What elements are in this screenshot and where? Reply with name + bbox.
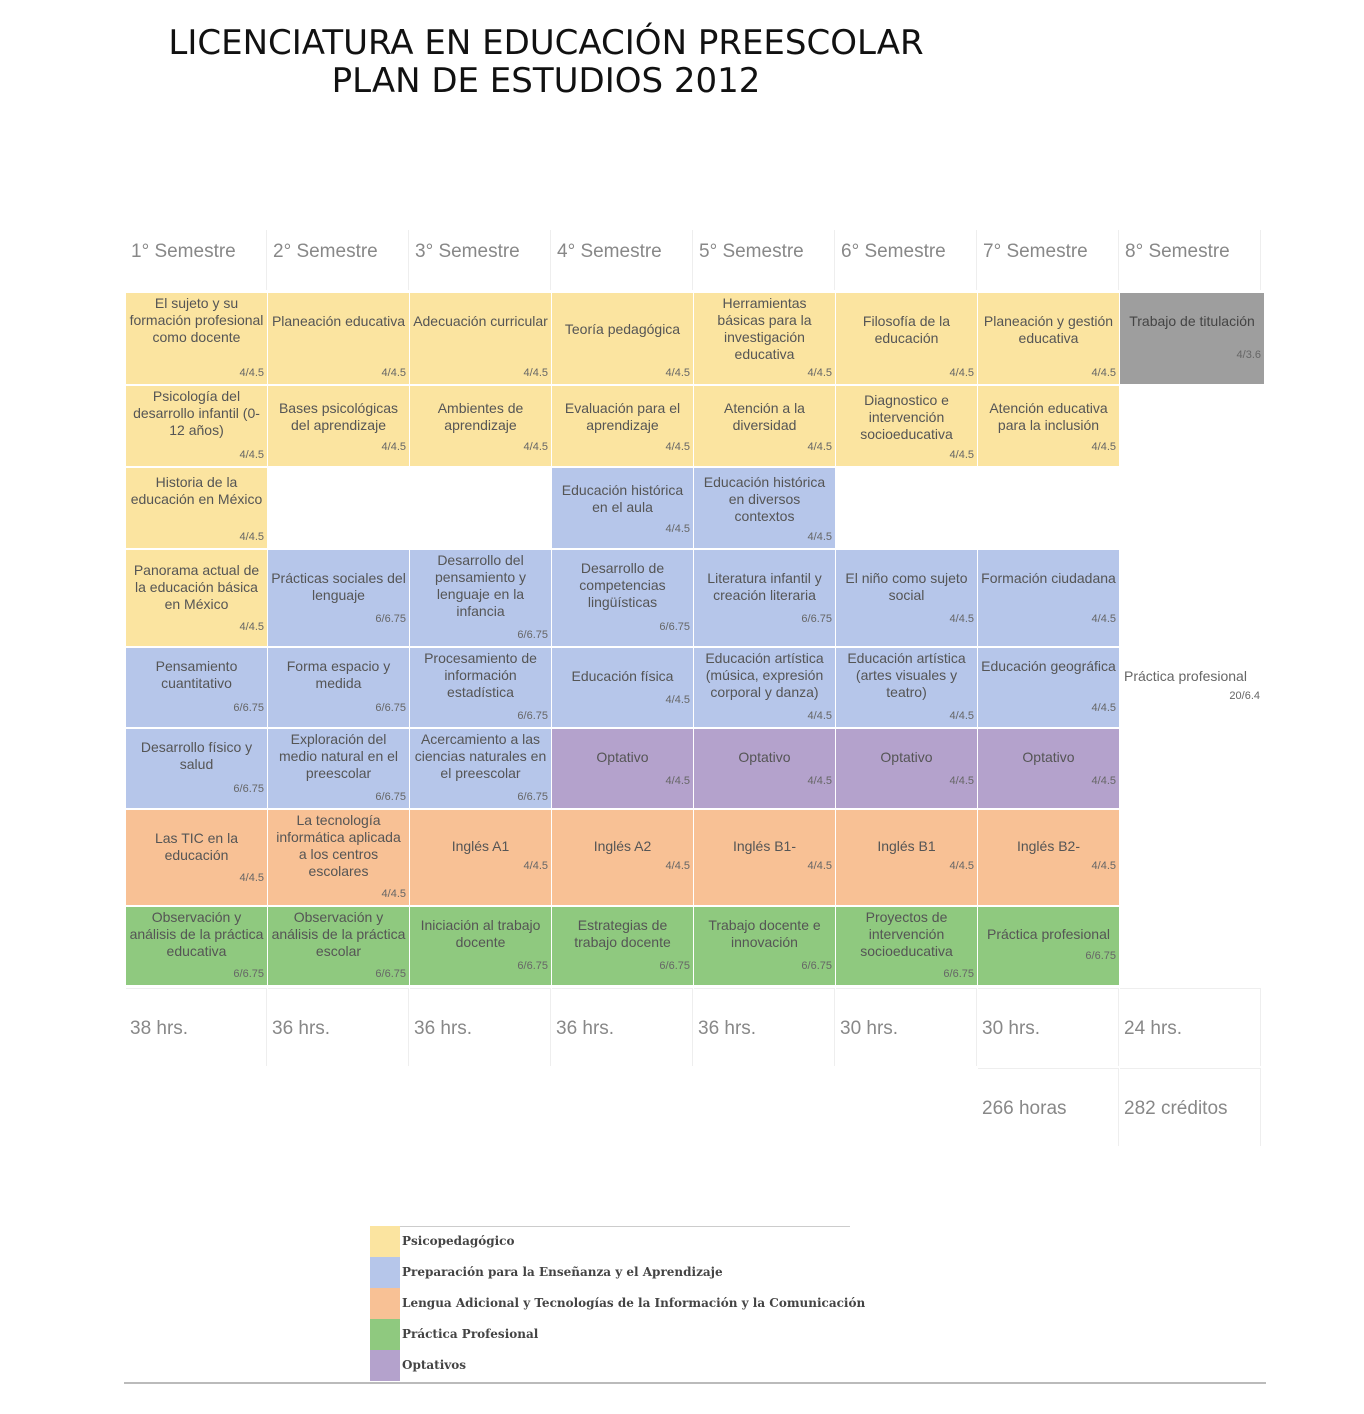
course-name: Herramientas básicas para la investigación educativa [717,295,812,362]
legend-swatch [370,1226,400,1257]
course-name: Práctica profesional [987,926,1110,942]
course-cell [268,386,409,466]
course-name: Formación ciudadana [981,570,1116,586]
course-name: Observación y análisis de la práctica escolar [271,909,406,959]
course-credits: 4/4.5 [949,860,974,872]
course-cell [552,550,693,646]
course-credits: 6/6.75 [659,621,690,633]
legend-label: Optativos [402,1358,466,1372]
course-credits: 4/4.5 [807,710,832,722]
legend-label: Práctica Profesional [402,1327,539,1341]
course-name: Desarrollo físico y salud [140,739,253,772]
course-name: Prácticas sociales del lenguaje [271,570,406,603]
course-cell [694,648,835,727]
course-cell [836,729,977,808]
course-cell [694,386,835,466]
course-cell [552,810,693,905]
bottom-rule [124,1382,1266,1384]
course-cell [978,907,1119,985]
course-name: Psicología del desarrollo infantil (0-12 años) [133,388,260,438]
course-credits: 6/6.75 [517,629,548,641]
course-credits: 4/4.5 [381,441,406,453]
course-name: Planeación y gestión educativa [983,313,1114,346]
course-credits: 6/6.75 [233,968,264,980]
course-credits: 4/4.5 [1091,441,1116,453]
course-credits: 4/4.5 [949,613,974,625]
course-name: Educación histórica en el aula [561,482,684,515]
course-name: Bases psicológicas del aprendizaje [278,400,399,433]
title-line-2: PLAN DE ESTUDIOS 2012 [331,61,761,101]
course-cell [552,907,693,985]
practica-profesional-8 [1120,668,1264,708]
course-cell [126,550,267,646]
course-credits: 4/4.5 [665,775,690,787]
course-name: Optativo [738,749,791,765]
course-credits: 4/4.5 [381,367,406,379]
course-name: Estrategias de trabajo docente [574,917,671,950]
course-credits: 4/4.5 [949,775,974,787]
course-credits: 4/4.5 [665,694,690,706]
course-credits: 4/4.5 [949,367,974,379]
course-cell [694,810,835,905]
course-cell [836,907,977,985]
course-credits: 4/4.5 [1091,775,1116,787]
course-cell [410,648,551,727]
course-name: Práctica profesional [1124,668,1247,684]
course-name: Desarrollo de competencias lingüísticas [579,560,666,610]
course-name: Educación artística (música, expresión corporal y danza) [705,650,824,700]
course-credits: 6/6.75 [375,613,406,625]
semester-header-6: 6° Semestre [836,230,977,290]
legend [370,1226,866,1381]
course-cell [268,907,409,985]
course-name: Inglés B1- [732,838,797,854]
course-credits: 4/4.5 [807,531,832,543]
course-credits: 6/6.75 [233,702,264,714]
course-cell [836,648,977,727]
course-cell [978,648,1119,727]
page-title [0,24,1092,100]
course-cell [410,293,551,384]
course-cell [410,907,551,985]
course-credits: 4/4.5 [239,872,264,884]
course-name: Observación y análisis de la práctica educativa [129,909,264,959]
course-cell [410,729,551,808]
course-credits: 4/4.5 [807,441,832,453]
course-cell [268,648,409,727]
course-name: Inglés A2 [593,838,652,854]
legend-swatch [370,1257,400,1288]
course-credits: 6/6.75 [517,960,548,972]
course-credits: 6/6.75 [375,702,406,714]
course-credits: 4/4.5 [949,710,974,722]
semester-header-7: 7° Semestre [978,230,1119,290]
course-cell [836,550,977,646]
course-cell [978,550,1119,646]
course-cell [978,729,1119,808]
course-name: Forma espacio y medida [286,658,391,691]
curriculum-grid [126,230,1264,1150]
legend-item [370,1288,866,1319]
course-credits: 6/6.75 [943,968,974,980]
course-name: Inglés B2- [1016,838,1081,854]
hours-sem-4: 36 hrs. [552,988,693,1066]
total-hours: 266 horas [978,1068,1119,1146]
course-cell [268,550,409,646]
course-cell [552,729,693,808]
course-cell [126,386,267,466]
course-credits: 4/4.5 [523,367,548,379]
course-name: Literatura infantil y creación literaria [707,570,822,603]
course-cell [126,293,267,384]
course-name: Acercamiento a las ciencias naturales en el preescolar [414,731,547,781]
course-credits: 6/6.75 [375,968,406,980]
semester-header-4: 4° Semestre [552,230,693,290]
course-name: Inglés A1 [451,838,510,854]
course-name: Optativo [1022,749,1075,765]
course-credits: 20/6.4 [1229,690,1260,702]
course-name: Evaluación para el aprendizaje [564,400,681,433]
course-name: Filosofía de la educación [862,313,951,346]
course-cell [1120,293,1264,384]
course-cell [126,729,267,808]
course-credits: 4/4.5 [665,860,690,872]
course-credits: 4/4.5 [1091,702,1116,714]
course-credits: 4/4.5 [807,775,832,787]
course-name: Diagnostico e intervención socioeducativa [860,392,953,442]
legend-label: Psicopedagógico [402,1234,515,1248]
course-cell [978,810,1119,905]
legend-item [370,1350,850,1381]
course-name: Historia de la educación en México [130,474,263,507]
legend-swatch [370,1350,400,1381]
course-credits: 4/4.5 [1091,860,1116,872]
course-name: Ambientes de aprendizaje [437,400,524,433]
course-name: Teoría pedagógica [564,321,681,337]
course-name: Optativo [880,749,933,765]
course-cell [268,293,409,384]
hours-sem-6: 30 hrs. [836,988,977,1066]
course-cell [410,550,551,646]
course-credits: 4/4.5 [665,441,690,453]
course-cell [694,907,835,985]
course-credits: 6/6.75 [517,791,548,803]
course-credits: 4/4.5 [1091,367,1116,379]
course-name: La tecnología informática aplicada a los centros escolares [276,812,401,879]
semester-header-5: 5° Semestre [694,230,835,290]
course-cell [978,386,1119,466]
course-cell [268,810,409,905]
course-credits: 4/4.5 [523,860,548,872]
hours-sem-7: 30 hrs. [978,988,1119,1066]
course-credits: 4/4.5 [807,367,832,379]
course-name: Educación histórica en diversos contextos [703,474,826,524]
course-cell [836,386,977,466]
course-name: Las TIC en la educación [154,830,238,863]
course-name: Optativo [596,749,649,765]
course-cell [126,468,267,548]
course-credits: 6/6.75 [517,710,548,722]
legend-item [370,1257,850,1288]
hours-sem-1: 38 hrs. [126,988,267,1066]
course-cell [552,293,693,384]
course-name: Educación geográfica [981,658,1116,674]
course-name: El sujeto y su formación profesional como docente [129,295,264,345]
semester-header-8: 8° Semestre [1120,230,1261,290]
course-name: Adecuación curricular [413,313,548,329]
course-cell [836,293,977,384]
course-cell [410,810,551,905]
course-credits: 4/4.5 [949,449,974,461]
course-name: Educación física [571,668,674,684]
title-line-1: LICENCIATURA EN EDUCACIÓN PREESCOLAR [168,23,924,63]
hours-sem-2: 36 hrs. [268,988,409,1066]
course-name: El niño como sujeto social [845,570,968,603]
course-cell [126,648,267,727]
course-credits: 4/4.5 [239,367,264,379]
legend-item [370,1319,850,1350]
semester-header-2: 2° Semestre [268,230,409,290]
legend-swatch [370,1319,400,1350]
course-credits: 6/6.75 [801,613,832,625]
course-cell [126,810,267,905]
course-name: Procesamiento de información estadística [424,650,537,700]
course-cell [410,386,551,466]
total-credits: 282 créditos [1120,1068,1261,1146]
course-credits: 4/4.5 [1091,613,1116,625]
course-credits: 6/6.75 [233,783,264,795]
course-cell [552,468,693,548]
course-cell [694,550,835,646]
course-name: Atención educativa para la inclusión [989,400,1108,433]
course-cell [126,907,267,985]
course-credits: 6/6.75 [659,960,690,972]
course-name: Trabajo de titulación [1129,313,1255,329]
course-name: Desarrollo del pensamiento y lenguaje en la infancia [434,552,527,619]
legend-item [370,1226,850,1257]
course-cell [694,729,835,808]
course-credits: 4/4.5 [239,621,264,633]
course-credits: 4/3.6 [1236,349,1261,361]
course-name: Panorama actual de la educación básica en México [133,562,260,612]
hours-sem-8: 24 hrs. [1120,988,1261,1066]
course-name: Exploración del medio natural en el preescolar [278,731,399,781]
course-credits: 4/4.5 [807,860,832,872]
course-name: Proyectos de intervención socioeducativa [860,909,953,959]
course-credits: 4/4.5 [239,449,264,461]
course-cell [836,810,977,905]
legend-swatch [370,1288,400,1319]
course-credits: 4/4.5 [381,888,406,900]
course-credits: 6/6.75 [801,960,832,972]
semester-header-3: 3° Semestre [410,230,551,290]
semester-header-1: 1° Semestre [126,230,267,290]
course-name: Trabajo docente e innovación [708,917,821,950]
hours-sem-5: 36 hrs. [694,988,835,1066]
course-name: Atención a la diversidad [724,400,805,433]
course-credits: 4/4.5 [239,531,264,543]
course-name: Pensamiento cuantitativo [155,658,238,691]
course-cell [694,468,835,548]
course-name: Planeación educativa [271,313,406,329]
legend-label: Preparación para la Enseñanza y el Aprendizaje [402,1265,723,1279]
course-credits: 4/4.5 [665,523,690,535]
course-name: Educación artística (artes visuales y teatro) [847,650,966,700]
course-credits: 4/4.5 [523,441,548,453]
course-cell [552,386,693,466]
hours-sem-3: 36 hrs. [410,988,551,1066]
legend-label: Lengua Adicional y Tecnologías de la Información y la Comunicación [402,1296,866,1310]
course-cell [694,293,835,384]
course-credits: 4/4.5 [665,367,690,379]
course-credits: 6/6.75 [375,791,406,803]
course-cell [978,293,1119,384]
course-name: Inglés B1 [877,838,936,854]
course-cell [552,648,693,727]
course-name: Iniciación al trabajo docente [420,917,541,950]
course-cell [268,729,409,808]
course-credits: 6/6.75 [1085,950,1116,962]
